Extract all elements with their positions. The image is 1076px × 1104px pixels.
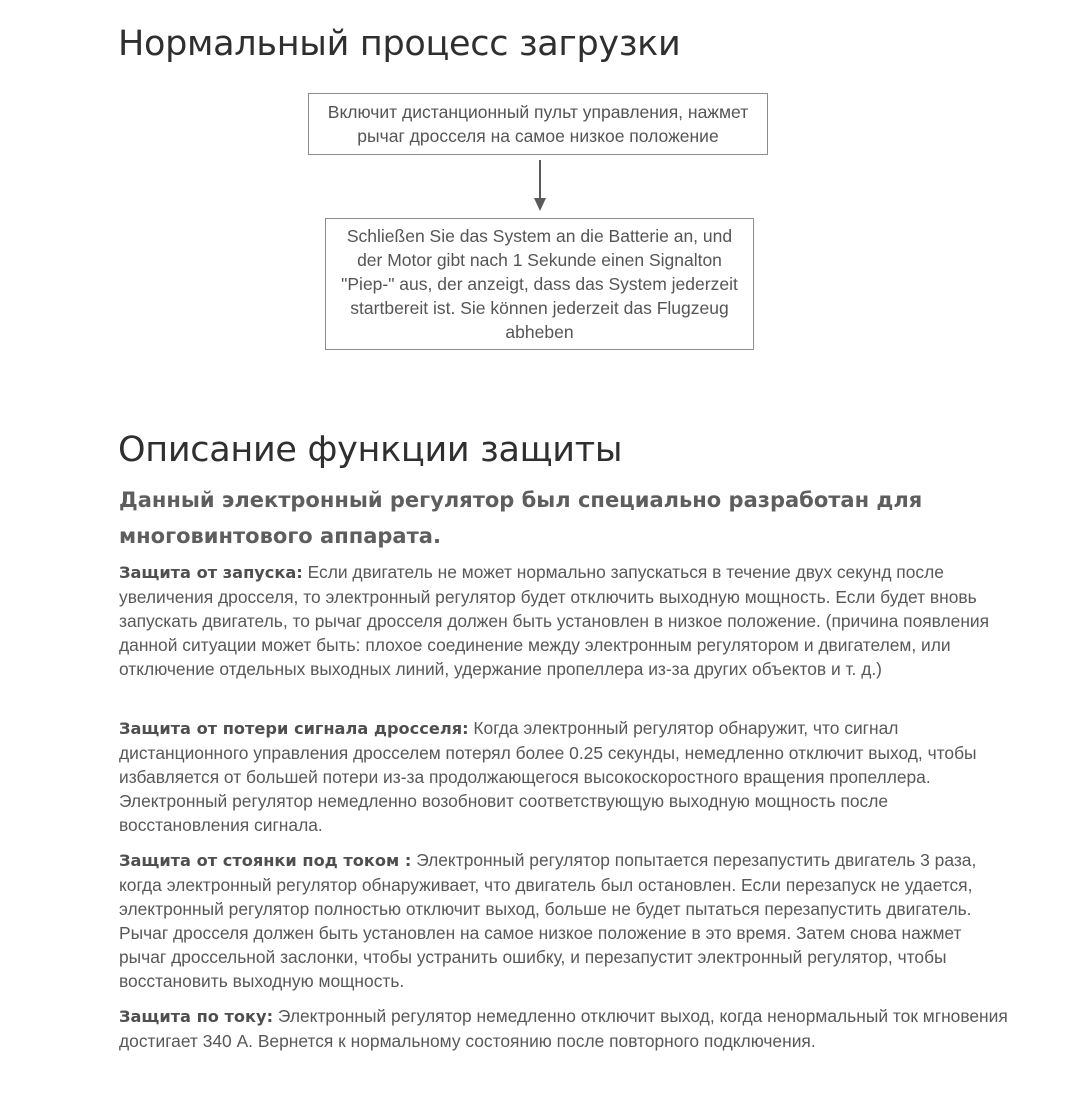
flow-step-1-box <box>308 93 768 155</box>
flow-step-2-box <box>325 218 754 350</box>
protection-item-text: Электронный регулятор попытается перезапустить двигатель 3 раза, когда электронный регулятор обнаруживает, что двигатель был остановлен. Если перезапуск не удается, электронный регулятор полностью отключит выход, больше не будет пытаться перезапустить двигатель. Рычаг дросселя должен быть установлен на самое низкое положение в это время. Затем снова нажмет рычаг дроссельной заслонки, чтобы устранить ошибку, и перезапустит электронный регулятор, чтобы восстановить выходную мощность. <box>119 850 977 991</box>
flow-step-1-text: Включит дистанционный пульт управления, нажмет рычаг дросселя на самое низкое положение <box>327 102 749 146</box>
protection-subtitle: Данный электронный регулятор был специально разработан для многовинтового аппарата. <box>119 488 923 548</box>
protection-item-text: Электронный регулятор немедленно отключит выход, когда ненормальный ток мгновения достигает 340 А. Вернется к нормальному состоянию после повторного подключения. <box>119 1006 1008 1051</box>
protection-item-signal-loss <box>119 716 1009 837</box>
protection-item-text: Если двигатель не может нормально запускаться в течение двух секунд после увеличения дросселя, то электронный регулятор будет отключить выходную мощность. Если будет вновь запускать двигатель, то рычаг дросселя должен быть установлен в низкое положение. (причина появления данной ситуации может быть: плохое соединение между электронным регулятором и двигателем, или отключение отдельных выходных линий, удержание пропеллера из-за других объектов и т. д.) <box>119 562 990 679</box>
flow-step-2-text: Schließen Sie das System an die Batterie an, und der Motor gibt nach 1 Sekunde einen Signalton "Piep-" aus, der anzeigt, dass das System jederzeit startbereit ist. Sie können jederzeit das Flugzeug abheben <box>341 226 738 342</box>
protection-item-label: Защита от стоянки под током : <box>119 851 412 870</box>
protection-item-stall <box>119 848 1009 993</box>
section-title-boot-process: Нормальный процесс загрузки <box>118 24 681 64</box>
protection-item-overcurrent <box>119 1004 1009 1053</box>
protection-item-label: Защита от потери сигнала дросселя: <box>119 719 469 738</box>
protection-item-text: Когда электронный регулятор обнаружит, что сигнал дистанционного управления дросселем потерял более 0.25 секунды, немедленно отключит выход, чтобы избавляется от большей потери из-за продолжающегося высокоскоростного вращения пропеллера. Электронный регулятор немедленно возобновит соответствующую выходную мощность после восстановления сигнала. <box>119 718 977 835</box>
protection-item-launch <box>119 560 1009 681</box>
protection-item-label: Защита по току: <box>119 1007 274 1026</box>
section-title-protection: Описание функции защиты <box>118 430 623 470</box>
protection-item-label: Защита от запуска: <box>119 563 303 582</box>
flow-arrow-down-icon <box>531 160 549 212</box>
